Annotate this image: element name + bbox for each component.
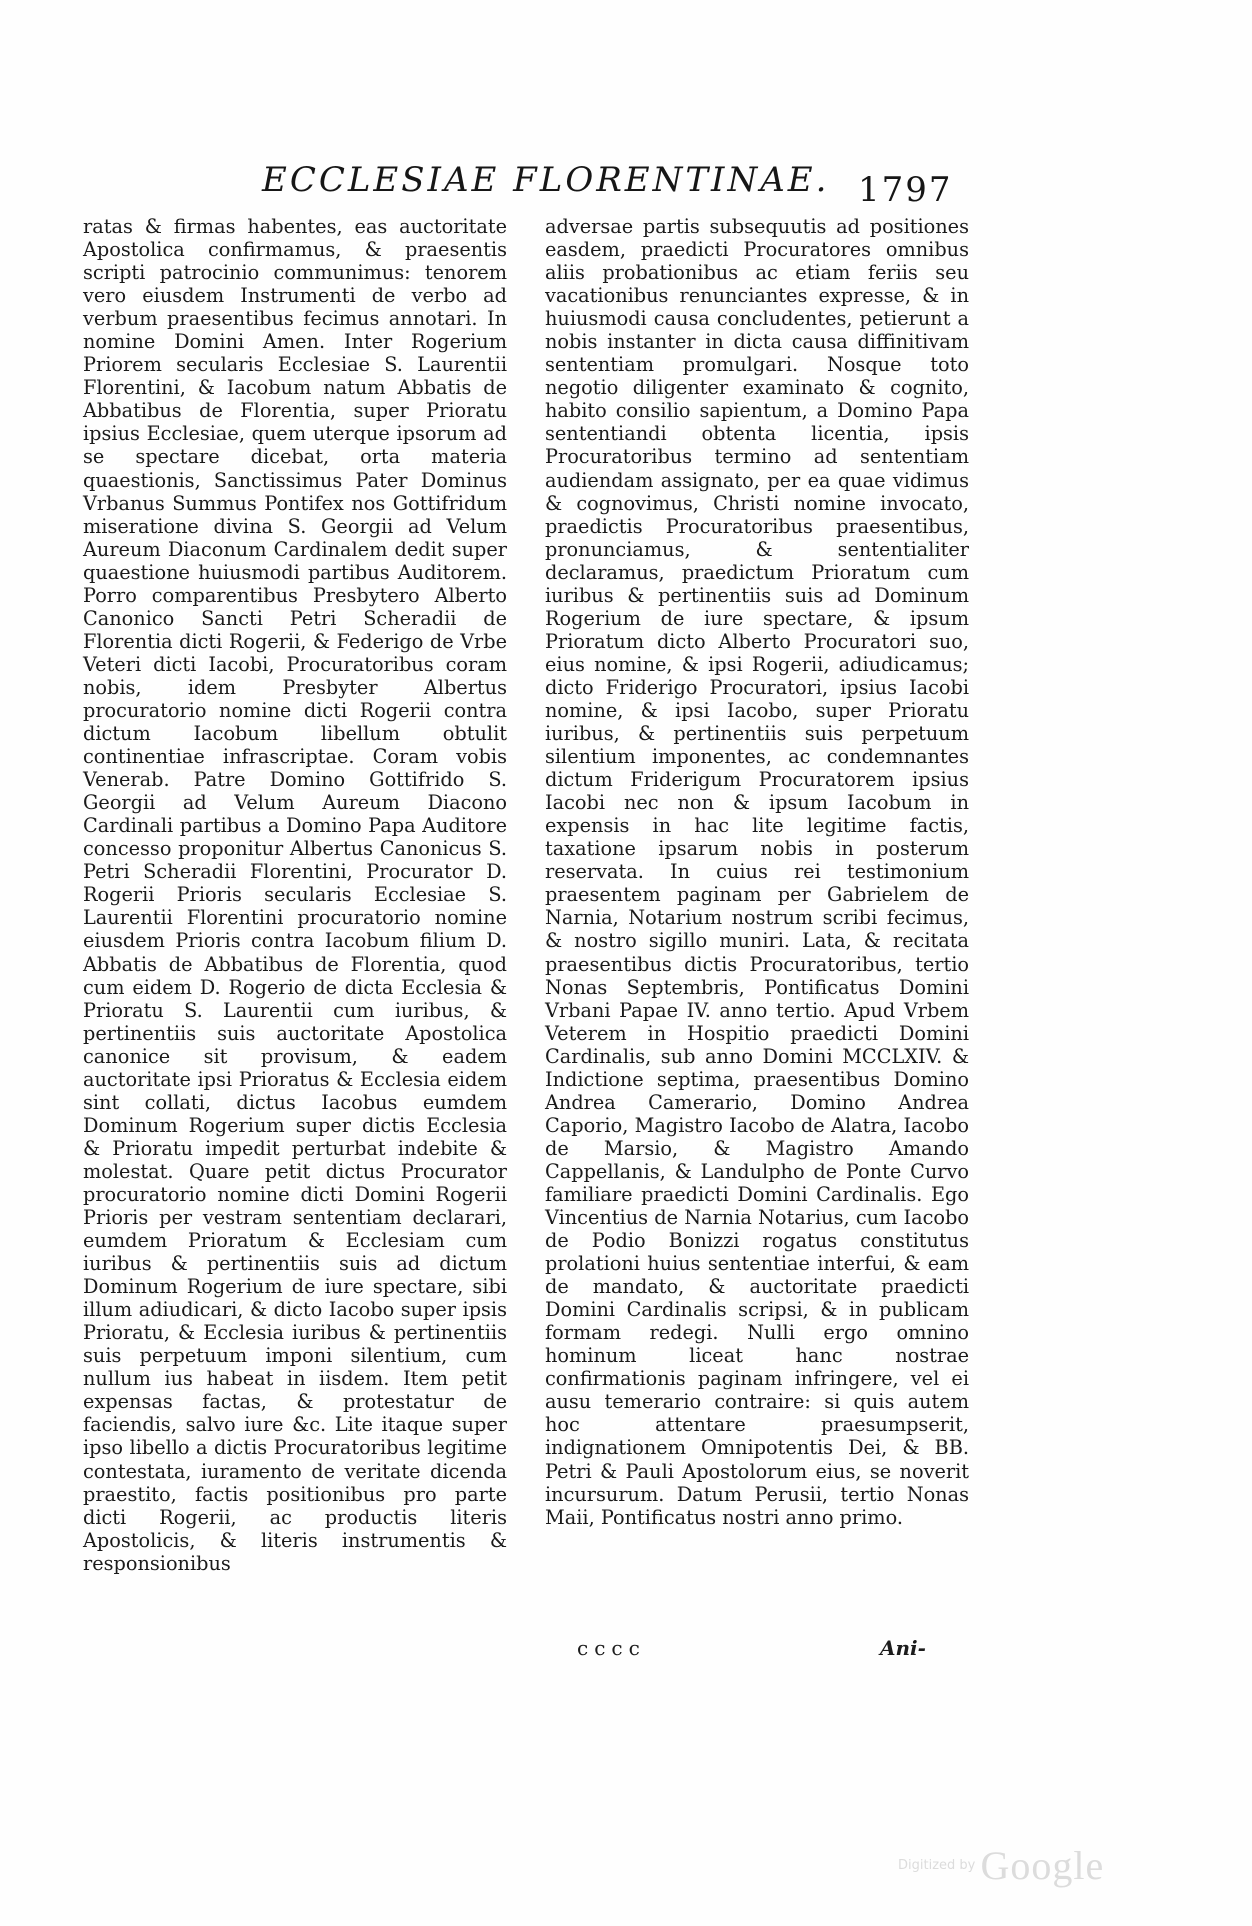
left-column [83, 215, 507, 1575]
left-column-text: ratas & firmas habentes, eas auctoritate Apostolica confirmamus, & praesentis scripti patrocinio communimus: tenorem vero eiusdem Instrumenti de verbo ad verbum praesentibus fecimus annotari. In nomine Domini Amen. Inter Rogerium Priorem secularis Ecclesiae S. Laurentii Florentini, & Iacobum natum Abbatis de Abbatibus de Florentia, super Prioratu ipsius Ecclesiae, quem uterque ipsorum ad se spectare dicebat, orta materia quaestionis, Sanctissimus Pater Dominus Vrbanus Summus Pontifex nos Gottifridum miseratione divina S. Georgii ad Velum Aureum Diaconum Cardinalem dedit super quaestione huiusmodi partibus Auditorem. Porro comparentibus Presbytero Alberto Canonico Sancti Petri Scheradii de Florentia dicti Rogerii, & Federigo de Vrbe Veteri dicti Iacobi, Procuratoribus coram nobis, idem Presbyter Albertus procuratorio nomine dicti Rogerii contra dictum Iacobum libellum obtulit continentiae infrascriptae. Coram vobis Venerab. Patre Domino Gottifrido S. Georgii ad Velum Aureum Diacono Cardinali partibus a Domino Papa Auditore concesso proponitur Albertus Canonicus S. Petri Scheradii Florentini, Procurator D. Rogerii Prioris secularis Ecclesiae S. Laurentii Florentini procuratorio nomine eiusdem Prioris contra Iacobum filium D. Abbatis de Abbatibus de Florentia, quod cum eidem D. Rogerio de dicta Ecclesia & Prioratu S. Laurentii cum iuribus, & pertinentiis suis auctoritate Apostolica canonice sit provisum, & eadem auctoritate ipsi Prioratus & Ecclesia eidem sint collati, dictus Iacobus eumdem Dominum Rogerium super dictis Ecclesia & Prioratu impedit perturbat indebite & molestat. Quare petit dictus Procurator procuratorio nomine dicti Domini Rogerii Prioris per vestram sententiam declarari, eumdem Prioratum & Ecclesiam cum iuribus & pertinentiis suis ad dictum Dominum Rogerium de iure spectare, sibi illum adiudicari, & dicto Iacobo super ipsis Prioratu, & Ecclesia iuribus & pertinentiis suis perpetuum imponi silentium, cum nullum ius habeat in iisdem. Item petit expensas factas, & protestatur de faciendis, salvo iure &c. Lite itaque super ipso libello a dictis Procuratoribus legitime contestata, iuramento de veritate dicenda praestito, factis positionibus pro parte dicti Rogerii, ac productis literis Apostolicis, & literis instrumentis & responsionibus [83, 215, 507, 1575]
watermark-prefix: Digitized by [898, 1858, 976, 1873]
running-head: ECCLESIAE FLORENTINAE. [262, 160, 830, 200]
right-column [545, 215, 969, 1529]
google-logo: Google [980, 1843, 1105, 1888]
digitization-watermark [898, 1842, 1104, 1889]
right-column-text: adversae partis subsequutis ad positiones easdem, praedicti Procuratores omnibus aliis probationibus ac etiam feriis seu vacationibus renunciantes expresse, & in huiusmodi causa concludentes, petierunt a nobis instanter in dicta causa diffinitivam sententiam promulgari. Nosque toto negotio diligenter examinato & cognito, habito consilio sapientum, a Domino Papa sententiandi obtenta licentia, ipsis Procuratoribus termino ad sententiam audiendam assignato, per ea quae vidimus & cognovimus, Christi nomine invocato, praedictis Procuratoribus praesentibus, pronunciamus, & sententialiter declaramus, praedictum Prioratum cum iuribus & pertinentiis suis ad Dominum Rogerium de iure spectare, & ipsum Prioratum dicto Alberto Procuratori suo, eius nomine, & ipsi Rogerii, adiudicamus; dicto Friderigo Procuratori, ipsius Iacobi nomine, & ipsi Iacobo, super Prioratu iuribus, & pertinentiis suis perpetuum silentium imponentes, ac condemnantes dictum Friderigum Procuratorem ipsius Iacobi nec non & ipsum Iacobum in expensis in hac lite legitime factis, taxatione ipsarum nobis in posterum reservata. In cuius rei testimonium praesentem paginam per Gabrielem de Narnia, Notarium nostrum scribi fecimus, & nostro sigillo muniri. Lata, & recitata praesentibus dictis Procuratoribus, tertio Nonas Septembris, Pontificatus Domini Vrbani Papae IV. anno tertio. Apud Vrbem Veterem in Hospitio praedicti Domini Cardinalis, sub anno Domini MCCLXIV. & Indictione septima, praesentibus Domino Andrea Camerario, Domino Andrea Caporio, Magistro Iacobo de Alatra, Iacobo de Marsio, & Magistro Amando Cappellanis, & Landulpho de Ponte Curvo familiare praedicti Domini Cardinalis. Ego Vincentius de Narnia Notarius, cum Iacobo de Podio Bonizzi rogatus constitutus prolationi huius sententiae interfui, & eam de mandato, & auctoritate praedicti Domini Cardinalis scripsi, & in publicam formam redegi. Nulli ergo omnino hominum liceat hanc nostrae confirmationis paginam infringere, vel ei ausu temerario contraire: si quis autem hoc attentare praesumpserit, indignationem Omnipotentis Dei, & BB. Petri & Pauli Apostolorum eius, se noverit incursurum. Datum Perusii, tertio Nonas Maii, Pontificatus nostri anno primo. [545, 215, 969, 1529]
catchword: Ani- [880, 1636, 926, 1660]
page-number: 1797 [858, 170, 953, 210]
signature-mark: cccc [577, 1636, 646, 1660]
